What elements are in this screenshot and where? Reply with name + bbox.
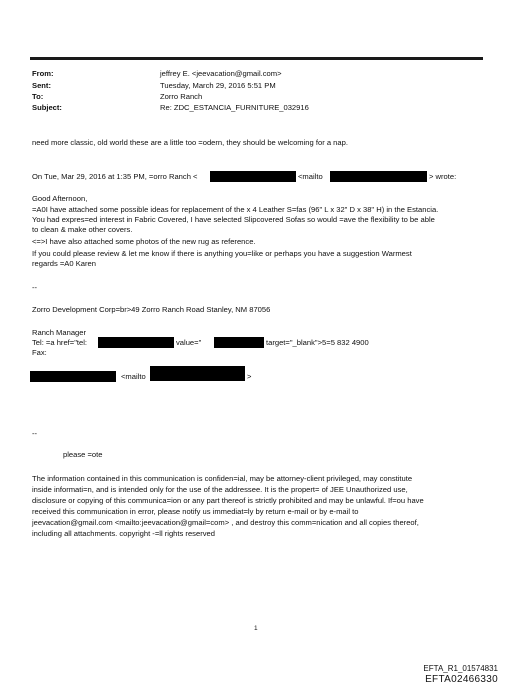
disclaimer-line: received this communication in error, please notify us immediat=ly by return e-mail or by e-mail to xyxy=(32,507,359,516)
from-label: From: xyxy=(32,69,54,78)
signature-fax: Fax: xyxy=(32,348,47,357)
signature-mailto-end: > xyxy=(247,372,252,381)
signature-company: Zorro Development Corp=br>49 Zorro Ranch Road Stanley, NM 87056 xyxy=(32,305,271,314)
redaction-box xyxy=(98,337,174,348)
please-note: please =ote xyxy=(63,450,103,459)
sent-label: Sent: xyxy=(32,81,51,90)
body-line: =A0I have attached some possible ideas for replacement of the x 4 Leather S=fas (96" L x 32" D x 38" H) in the Estancia. xyxy=(32,205,439,214)
body-line: <=>I have also attached some photos of the new rug as reference. xyxy=(32,237,256,246)
disclaimer-line: jeevacation@gmail.com <mailto:jeevacation@gmail=com> , and destroy this comm=nication and all copies thereof, xyxy=(32,518,419,527)
header-rule xyxy=(30,57,483,60)
quote-mailto: <mailto xyxy=(298,172,323,181)
redaction-box xyxy=(210,171,296,182)
to-value: Zorro Ranch xyxy=(160,92,203,101)
efta-large-id: EFTA02466330 xyxy=(425,674,498,685)
disclaimer-line: The information contained in this communication is confiden=ial, may be attorney-client privileged, may constitute xyxy=(32,474,413,483)
redaction-box xyxy=(214,337,264,348)
signature-mailto: <mailto xyxy=(121,372,146,381)
quote-prefix: On Tue, Mar 29, 2016 at 1:35 PM, =orro Ranch < xyxy=(32,172,198,181)
efta-small-id: EFTA_R1_01574831 xyxy=(423,664,498,673)
sent-value: Tuesday, March 29, 2016 5:51 PM xyxy=(160,81,276,90)
disclaimer-line: including all attachments. copyright -=ll rights reserved xyxy=(32,529,215,538)
separator: -- xyxy=(32,429,38,438)
page-number: 1 xyxy=(254,625,258,632)
subject-value: Re: ZDC_ESTANCIA_FURNITURE_032916 xyxy=(160,103,309,112)
signature-tel-prefix: Tel: =a href="tel: xyxy=(32,338,88,347)
from-value: jeffrey E. <jeevacation@gmail.com> xyxy=(160,69,282,78)
body-line: If you could please review & let me know if there is anything you=like or perhaps you have a suggestion Warmest xyxy=(32,249,412,258)
signature-tel-target: target="_blank">5=5 832 4900 xyxy=(266,338,369,347)
subject-label: Subject: xyxy=(32,103,62,112)
signature-tel-value: value=" xyxy=(176,338,202,347)
redaction-box xyxy=(30,371,116,382)
redaction-box xyxy=(330,171,427,182)
signature-title: Ranch Manager xyxy=(32,328,87,337)
reply-text: need more classic, old world these are a little too =odern, they should be welcoming for a nap. xyxy=(32,138,348,147)
greeting: Good Afternoon, xyxy=(32,194,88,203)
body-line: to clean & make other covers. xyxy=(32,225,133,234)
disclaimer-line: inside informati=n, and is intended only for the use of the addressee. It is the propert= of JEE Unauthorized use, xyxy=(32,485,408,494)
to-label: To: xyxy=(32,92,44,101)
redaction-box xyxy=(150,366,245,381)
body-line: regards =A0 Karen xyxy=(32,259,96,268)
separator: -- xyxy=(32,283,38,292)
quote-suffix: > wrote: xyxy=(429,172,457,181)
disclaimer-line: disclosure or copying of this communica=ion or any part thereof is strictly prohibited and may be unlawful. If=ou have xyxy=(32,496,424,505)
body-line: You had expres=ed interest in Fabric Covered, I have selected Slipcovered Sofas so would =ave the flexibility to be able xyxy=(32,215,435,224)
